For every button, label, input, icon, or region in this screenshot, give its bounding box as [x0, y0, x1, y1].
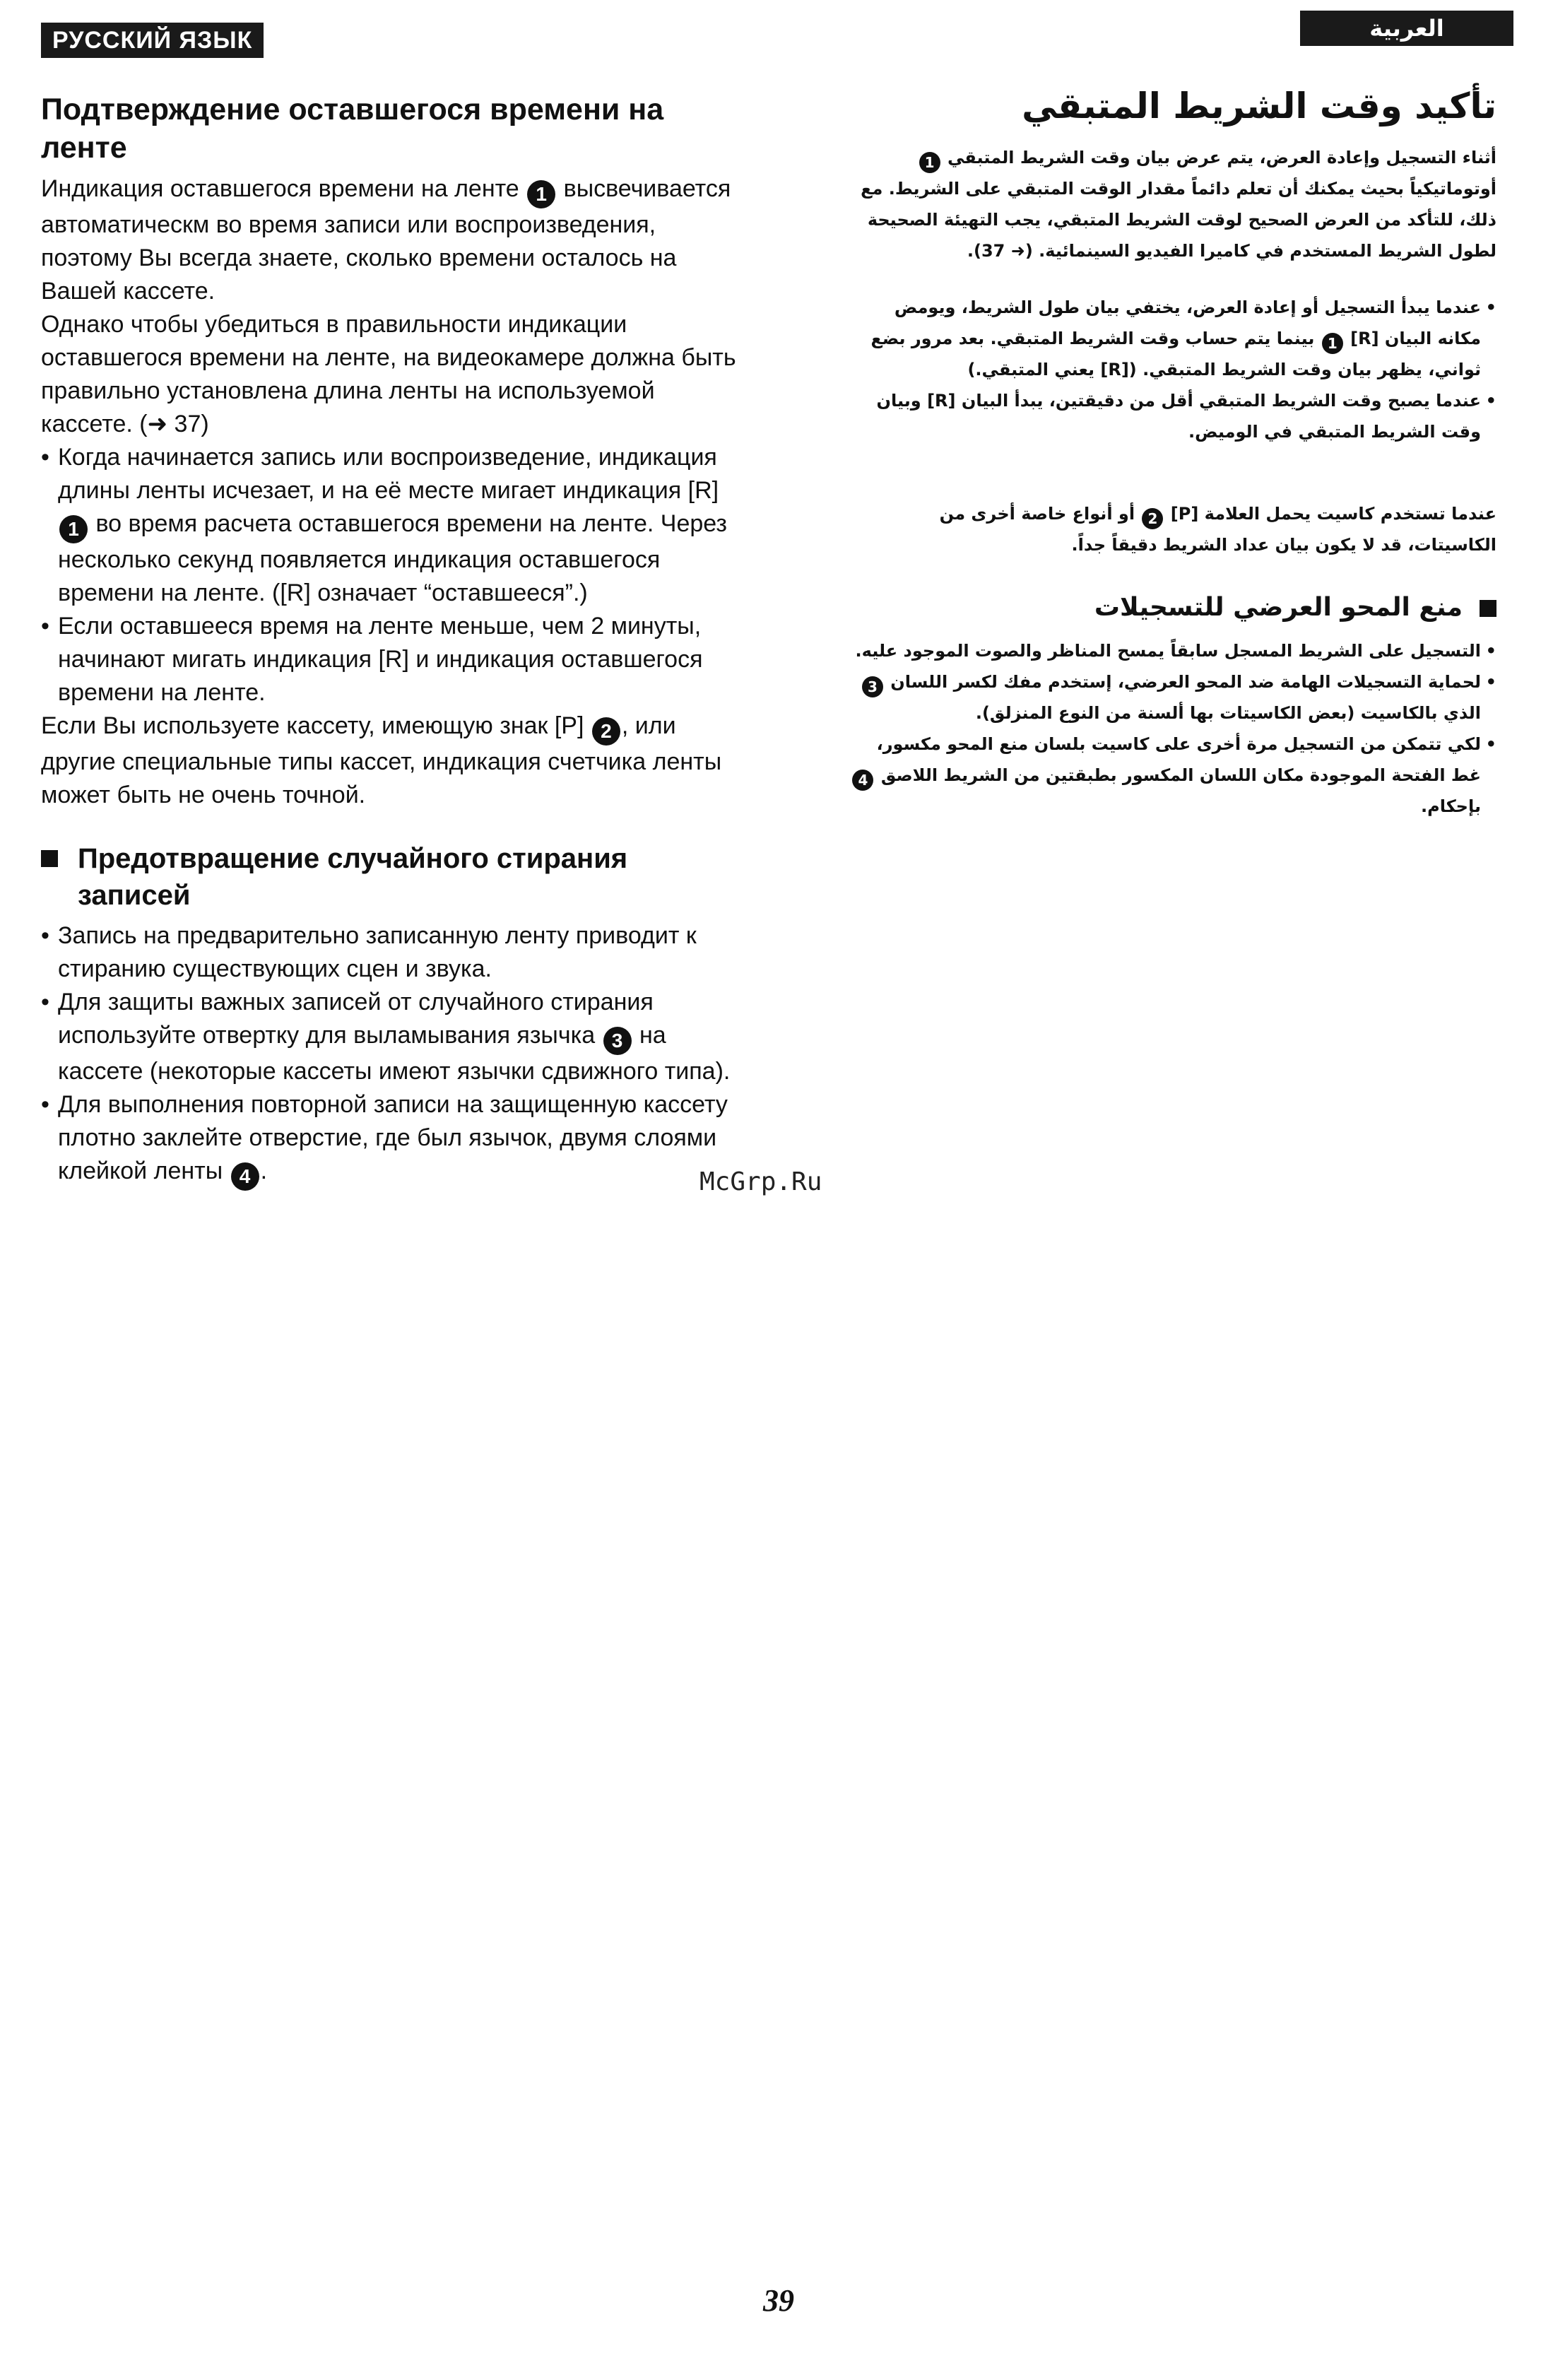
ar-paragraph-1 — [846, 142, 1496, 266]
callout-2-icon: 2 — [1142, 508, 1163, 529]
ru-section-bullet-2 — [41, 986, 748, 1088]
callout-1-icon: 1 — [919, 152, 940, 173]
ar-p1-text-b: أوتوماتيكياً بحيث يمكنك أن تعلم دائماً مقدار الوقت المتبقي على الشريط. مع ذلك، للتأكد من العرض الصحيح لوقت الشريط المتبقي، يجب التهيئة الصحيحة لطول الشريط المستخدم في كاميرا الفيديو السينمائية. (➜ 37). — [861, 179, 1496, 261]
ru-s2-text-a: Для защиты важных записей от случайного стирания используйте отвертку для выламывания язычка — [58, 989, 654, 1049]
callout-4-icon: 4 — [231, 1162, 259, 1191]
ru-b1-text-a: Когда начинается запись или воспроизведение, индикация длины ленты исчезает, и на её месте мигает индикация [R] — [58, 444, 719, 504]
language-tab-arabic: العربية — [1300, 11, 1513, 46]
ru-s2-text-b: на кассете (некоторые кассеты имеют язычки сдвижного типа). — [58, 1022, 731, 1085]
ru-bullet-1 — [41, 441, 748, 610]
ar-s3-text-a: لكي تتمكن من التسجيل مرة أخرى على كاسيت بلسان منع المحو مكسور، غط الفتحة الموجودة مكان اللسان المكسور بطبقتين من الشريط اللاصق — [876, 734, 1481, 785]
language-tab-russian: РУССКИЙ ЯЗЫК — [41, 23, 264, 58]
ru-paragraph-2: Однако чтобы убедиться в правильности индикации оставшегося времени на ленте, на видеокамере должна быть правильно установлена длина ленты на используемой кассете. (➜ 37) — [41, 311, 736, 437]
ar-section-bullet-3 — [846, 729, 1496, 822]
callout-2-icon: 2 — [592, 717, 620, 746]
page-number: 39 — [763, 2283, 794, 2318]
callout-1-icon: 1 — [527, 180, 555, 208]
ar-p2-text-b: أو أنواع خاصة أخرى من الكاسيتات، قد لا يكون بيان عداد الشريط دقيقاً جداً. — [939, 504, 1496, 555]
ru-section-bullet-1: • Запись на предварительно записанную ленту приводит к стиранию существующих сцен и звука. — [41, 919, 748, 986]
ru-p1-text-b: высвечивается автоматическм во время записи или воспроизведения, поэтому Вы всегда знаете, сколько времени осталось на Вашей кассете. — [41, 175, 731, 305]
russian-column — [41, 90, 748, 1191]
ar-s2-text-a: لحماية التسجيلات الهامة ضد المحو العرضي، إستخدم مفك لكسر اللسان — [890, 672, 1481, 692]
ar-section-bullet-2 — [846, 666, 1496, 729]
watermark: McGrp.Ru — [699, 1167, 822, 1196]
ru-s3-text-a: Для выполнения повторной записи на защищенную кассету плотно заклейте отверстие, где был язычок, двумя слоями клейкой ленты — [58, 1091, 728, 1184]
ar-section-bullet-1: • التسجيل على الشريط المسجل سابقاً يمسح المناظر والصوت الموجود عليه. — [846, 635, 1496, 666]
ar-p2-text-a: عندما تستخدم كاسيت يحمل العلامة [P] — [1170, 504, 1496, 524]
arabic-column — [846, 81, 1496, 822]
ar-bullet-2: • عندما يصبح وقت الشريط المتبقي أقل من دقيقتين، يبدأ البيان [R] وبيان وقت الشريط المتبقي في الوميض. — [846, 385, 1496, 447]
ar-bullet-1 — [846, 292, 1496, 385]
ar-b1-text-b: بينما يتم حساب وقت الشريط المتبقي. بعد مرور بضع ثواني، يظهر بيان وقت الشريط المتبقي. ([R] يعني المتبقي.) — [870, 329, 1481, 379]
callout-1-icon: 1 — [1322, 333, 1343, 354]
callout-3-icon: 3 — [603, 1027, 632, 1055]
ru-p3-text-a: Если Вы используете кассету, имеющую знак [P] — [41, 712, 584, 739]
ru-paragraph-3 — [41, 709, 748, 812]
ru-b1-text-b: во время расчета оставшегося времени на ленте. Через несколько секунд появляется индикация оставшегося времени на ленте. ([R] означает “оставшееся”.) — [58, 510, 728, 606]
ar-b1-text-a: عندما يبدأ التسجيل أو إعادة العرض، يختفي بيان طول الشريط، ويومض مكانه البيان [R] — [894, 298, 1481, 348]
ru-section-title: Предотвращение случайного стирания записей — [41, 840, 748, 914]
ru-bullet-2: • Если оставшееся время на ленте меньше, чем 2 минуты, начинают мигать индикация [R] и индикация оставшегося времени на ленте. — [41, 610, 748, 709]
ru-page-title: Подтверждение оставшегося времени на ленте — [41, 93, 664, 165]
ar-section-title: منع المحو العرضي للتسجيلات — [846, 589, 1496, 627]
ar-p1-text-a: أثناء التسجيل وإعادة العرض، يتم عرض بيان وقت الشريط المتبقي — [947, 148, 1496, 167]
callout-3-icon: 3 — [862, 676, 883, 697]
ar-paragraph-2 — [846, 498, 1496, 560]
ar-page-title: تأكيد وقت الشريط المتبقي — [1022, 86, 1496, 126]
ar-s3-text-b: بإحكام. — [1421, 796, 1481, 816]
callout-4-icon: 4 — [852, 770, 873, 791]
ru-p3-text-b: , или другие специальные типы кассет, индикация счетчика ленты может быть не очень точной. — [41, 712, 722, 808]
ru-paragraph-1 — [41, 172, 748, 308]
callout-1-icon: 1 — [59, 515, 88, 543]
ru-p1-text-a: Индикация оставшегося времени на ленте — [41, 175, 519, 202]
ru-section-bullet-3 — [41, 1088, 748, 1191]
ru-s3-text-b: . — [260, 1157, 268, 1184]
ar-s2-text-b: الذي بالكاسيت (بعض الكاسيتات بها ألسنة من النوع المنزلق). — [975, 703, 1481, 723]
